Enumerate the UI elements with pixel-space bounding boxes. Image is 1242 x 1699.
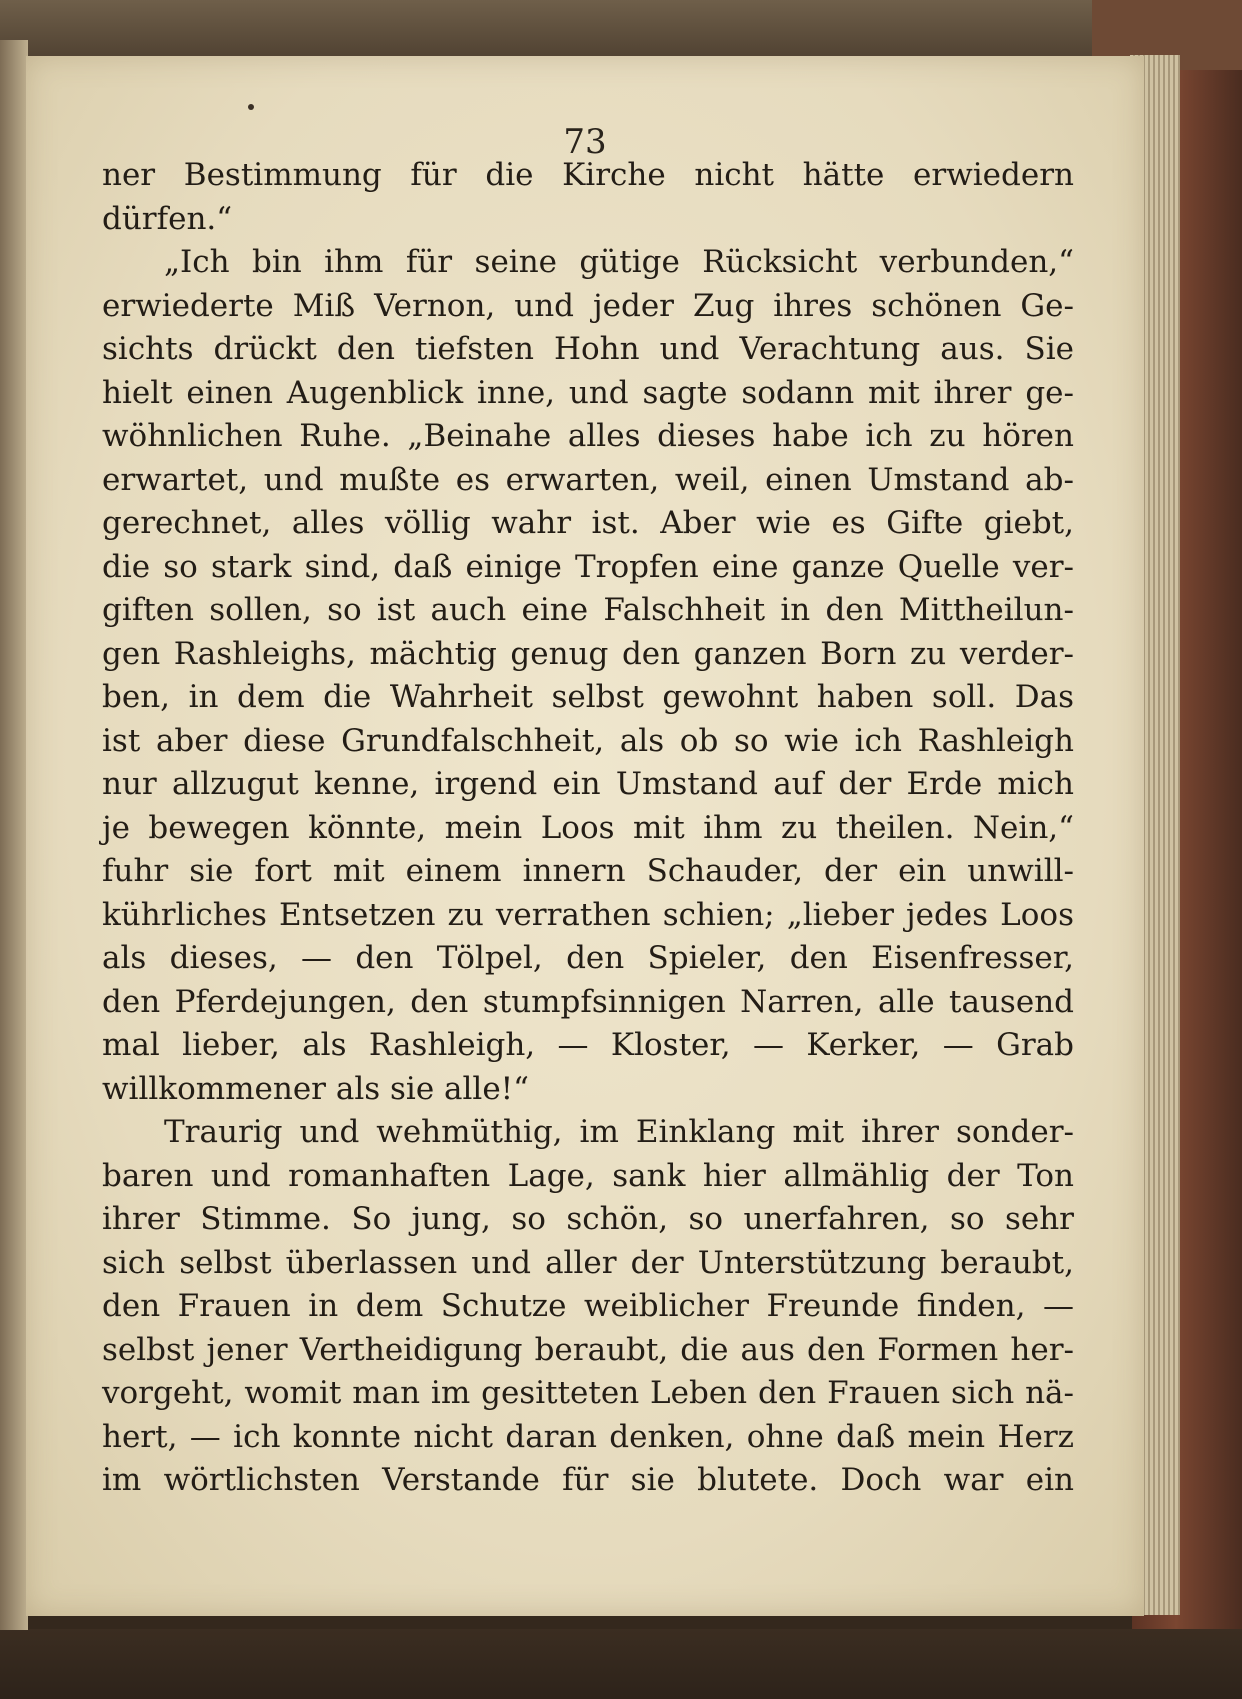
text-line: als dieses, — den Tölpel, den Spieler, den Eisenfresser, — [102, 940, 1074, 976]
text-line: giften sollen, so ist auch eine Falschheit in den Mittheilun- — [102, 592, 1074, 628]
text-line: sichts drückt den tiefsten Hohn und Verachtung aus. Sie — [102, 331, 1074, 367]
text-line: hert, — ich konnte nicht daran denken, ohne daß mein Herz — [102, 1418, 1074, 1455]
text-line: erwartet, und mußte es erwarten, weil, einen Umstand ab- — [102, 461, 1074, 498]
text-line: baren und romanhaften Lage, sank hier allmählig der Ton — [102, 1157, 1074, 1194]
text-line: gerechnet, alles völlig wahr ist. Aber wie es Gifte giebt, — [102, 505, 1074, 541]
text-line: den Frauen in dem Schutze weiblicher Freunde finden, — — [102, 1288, 1074, 1324]
text-line: dürfen.“ — [102, 200, 233, 237]
text-line: erwiederte Miß Vernon, und jeder Zug ihres schönen Ge- — [102, 287, 1074, 324]
text-line: gen Rashleighs, mächtig genug den ganzen Born zu verder- — [102, 635, 1074, 672]
text-line: ist aber diese Grundfalschheit, als ob so wie ich Rashleigh — [102, 722, 1074, 759]
body-text — [102, 154, 1074, 1503]
text-line: im wörtlichsten Verstande für sie blutete. Doch war ein — [102, 1462, 1074, 1498]
text-line: mal lieber, als Rashleigh, — Kloster, — Kerker, — Grab — [102, 1027, 1074, 1063]
book-page — [26, 56, 1144, 1616]
text-line: den Pferdejungen, den stumpfsinnigen Narren, alle tausend — [102, 983, 1074, 1020]
text-line: nur allzugut kenne, irgend ein Umstand auf der Erde mich — [102, 766, 1074, 802]
text-line: ihrer Stimme. So jung, so schön, so unerfahren, so sehr — [102, 1201, 1074, 1237]
text-line: kührliches Entsetzen zu verrathen schien; „lieber jedes Loos — [102, 896, 1074, 933]
text-line: vorgeht, womit man im gesitteten Leben den Frauen sich nä- — [102, 1375, 1074, 1411]
page-number: 73 — [563, 122, 607, 162]
facing-page-edge — [0, 40, 28, 1630]
book-cover-bottom — [0, 1629, 1242, 1699]
text-line: hielt einen Augenblick inne, und sagte sodann mit ihrer ge- — [102, 374, 1074, 411]
text-line: wöhnlichen Ruhe. „Beinahe alles dieses habe ich zu hören — [102, 418, 1074, 454]
text-line: ner Bestimmung für die Kirche nicht hätte erwiedern — [102, 157, 1074, 193]
text-line: ben, in dem die Wahrheit selbst gewohnt haben soll. Das — [102, 679, 1074, 715]
text-line: die so stark sind, daß einige Tropfen eine ganze Quelle ver- — [102, 548, 1074, 585]
text-line: „Ich bin ihm für seine gütige Rücksicht verbunden,“ — [164, 244, 1074, 280]
text-line: willkommener als sie alle!“ — [102, 1070, 529, 1107]
text-line: je bewegen könnte, mein Loos mit ihm zu theilen. Nein,“ — [102, 809, 1074, 846]
text-line: selbst jener Vertheidigung beraubt, die aus den Formen her- — [102, 1331, 1074, 1368]
text-line: fuhr sie fort mit einem innern Schauder, der ein unwill- — [102, 853, 1074, 889]
ink-speck — [248, 104, 254, 110]
text-line: sich selbst überlassen und aller der Unterstützung beraubt, — [102, 1244, 1074, 1281]
text-line: Traurig und wehmüthig, im Einklang mit ihrer sonder- — [164, 1114, 1074, 1150]
